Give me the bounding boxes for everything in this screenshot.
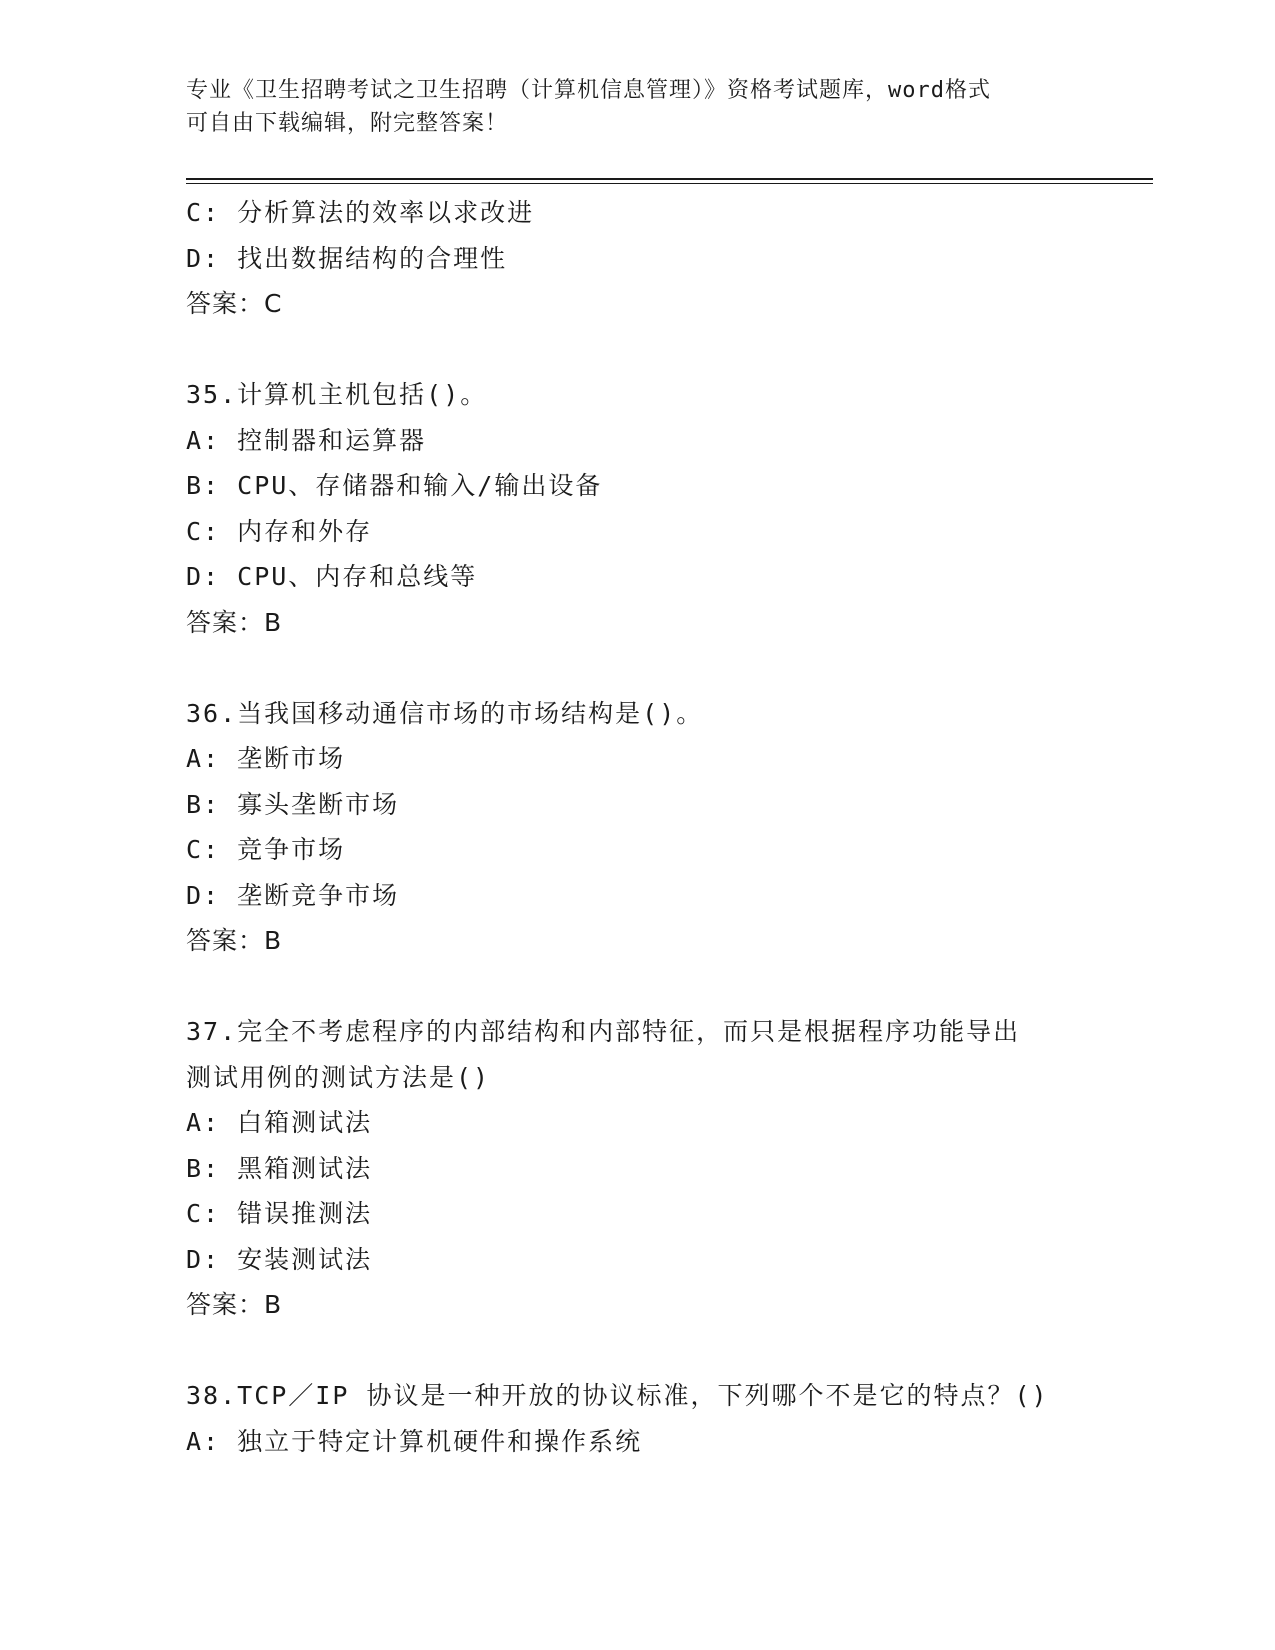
option-d: D: 找出数据结构的合理性 — [186, 243, 508, 273]
header-line-1: 专业《卫生招聘考试之卫生招聘（计算机信息管理）》资格考试题库，word格式 — [186, 78, 991, 103]
header-rule-thick — [186, 178, 1153, 180]
question-stem: 38.TCP／IP 协议是一种开放的协议标准，下列哪个不是它的特点？() — [186, 1381, 1049, 1410]
question-stem: 36.当我国移动通信市场的市场结构是()。 — [186, 698, 704, 728]
question-34-tail — [186, 190, 1086, 327]
question-35 — [186, 372, 1086, 645]
option-b: B: CPU、存储器和输入/输出设备 — [186, 471, 603, 500]
header-rule-thin — [186, 183, 1153, 184]
question-37 — [186, 1009, 1086, 1328]
answer-label: 答案：B — [186, 926, 283, 955]
spacer — [186, 964, 1086, 1010]
option-c: C: 分析算法的效率以求改进 — [186, 198, 535, 227]
spacer — [186, 1328, 1086, 1374]
header-line-2: 可自由下载编辑，附完整答案！ — [186, 111, 509, 136]
spacer — [186, 327, 1086, 373]
question-stem-line-1: 37.完全不考虑程序的内部结构和内部特征，而只是根据程序功能导出 — [186, 1017, 1021, 1046]
option-a: A: 白箱测试法 — [186, 1108, 373, 1137]
answer-label: 答案：C — [186, 289, 283, 318]
document-header — [186, 74, 1066, 140]
option-c: C: 错误推测法 — [186, 1199, 373, 1228]
option-b: B: 黑箱测试法 — [186, 1153, 373, 1183]
option-a: A: 控制器和运算器 — [186, 425, 427, 455]
question-stem-line-2: 测试用例的测试方法是() — [186, 1062, 491, 1092]
answer-label: 答案：B — [186, 607, 283, 637]
option-a: A: 垄断市场 — [186, 744, 346, 773]
question-stem: 35.计算机主机包括()。 — [186, 380, 488, 409]
option-d: D: CPU、内存和总线等 — [186, 562, 478, 591]
spacer — [186, 645, 1086, 691]
option-b: B: 寡头垄断市场 — [186, 789, 400, 819]
option-d: D: 垄断竞争市场 — [186, 880, 400, 910]
option-c: C: 内存和外存 — [186, 516, 373, 546]
option-c: C: 竞争市场 — [186, 835, 346, 864]
question-36 — [186, 691, 1086, 964]
option-a: A: 独立于特定计算机硬件和操作系统 — [186, 1426, 643, 1456]
question-list — [186, 190, 1086, 1464]
option-d: D: 安装测试法 — [186, 1244, 373, 1274]
question-38 — [186, 1373, 1086, 1464]
answer-label: 答案：B — [186, 1290, 283, 1319]
